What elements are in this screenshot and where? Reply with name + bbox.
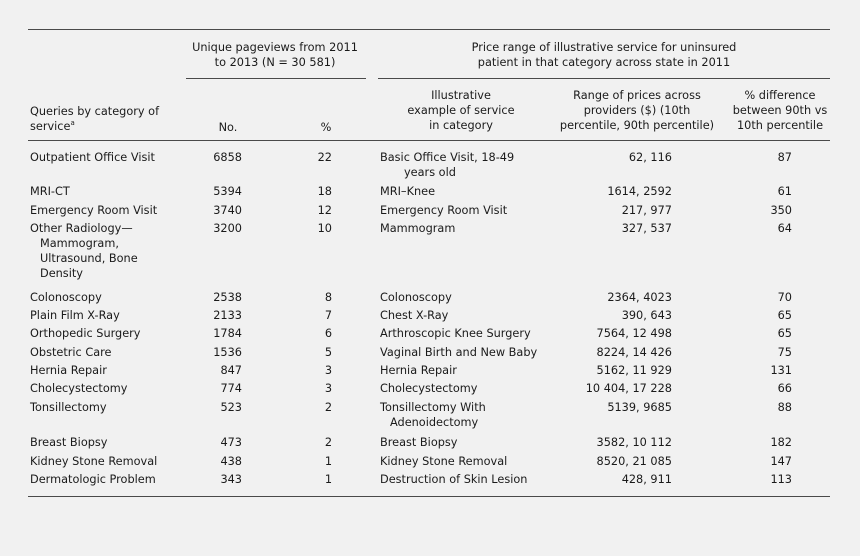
cell-pct: 3: [324, 382, 332, 395]
cell-diff: 350: [770, 204, 792, 217]
cell-example: Chest X-Ray: [380, 309, 449, 322]
cell-range: 5139, 9685: [607, 401, 672, 414]
cell-range: 1614, 2592: [607, 185, 672, 198]
cell-diff: 87: [777, 151, 792, 164]
cell-diff: 66: [777, 382, 792, 395]
cell-query: Orthopedic Surgery: [30, 327, 141, 340]
cell-range: 3582, 10 112: [596, 436, 672, 449]
cell-query: Tonsillectomy: [30, 401, 107, 414]
cell-example: Vaginal Birth and New Baby: [380, 346, 538, 359]
cell-pct: 5: [324, 346, 332, 359]
cell-range: 217, 977: [621, 204, 672, 217]
cell-example: MRI–Knee: [380, 185, 436, 198]
group-rule-price: [378, 78, 830, 79]
col-header-range: Range of prices across providers ($) (10th percentile, 90th percentile): [559, 89, 715, 132]
cell-diff: 147: [770, 455, 792, 468]
cell-query: Emergency Room Visit: [30, 204, 158, 217]
cell-query: Colonoscopy: [30, 291, 102, 304]
cell-diff: 131: [770, 364, 792, 377]
cell-diff: 65: [777, 327, 792, 340]
cell-example: Cholecystectomy: [380, 382, 478, 395]
cell-pct: 10: [317, 222, 332, 235]
cell-range: 7564, 12 498: [596, 327, 672, 340]
cell-no: 523: [220, 401, 242, 414]
bottom-rule: [28, 496, 830, 497]
cell-range: 390, 643: [621, 309, 672, 322]
cell-diff: 75: [777, 346, 792, 359]
cell-range: 8520, 21 085: [596, 455, 672, 468]
cell-pct: 18: [317, 185, 332, 198]
cell-example: Emergency Room Visit: [380, 204, 508, 217]
cell-example: Tonsillectomy With Adenoidectomy: [380, 401, 486, 429]
cell-example: Arthroscopic Knee Surgery: [380, 327, 531, 340]
cell-range: 5162, 11 929: [596, 364, 672, 377]
cell-example: Mammogram: [380, 222, 456, 235]
cell-no: 6858: [213, 151, 242, 164]
cell-no: 1536: [213, 346, 242, 359]
col-header-no: No.: [218, 121, 238, 134]
cell-diff: 113: [770, 473, 792, 486]
cell-pct: 22: [317, 151, 332, 164]
cell-no: 774: [220, 382, 242, 395]
cell-no: 473: [220, 436, 242, 449]
group-header-pageviews: Unique pageviews from 2011 to 2013 (N = 30 581): [192, 41, 358, 69]
cell-diff: 61: [777, 185, 792, 198]
cell-diff: 70: [777, 291, 792, 304]
col-header-pct: %: [320, 121, 332, 134]
cell-query: Outpatient Office Visit: [30, 151, 155, 164]
cell-query: Dermatologic Problem: [30, 473, 156, 486]
cell-range: 10 404, 17 228: [585, 382, 672, 395]
cell-pct: 12: [317, 204, 332, 217]
cell-pct: 2: [324, 436, 332, 449]
cell-pct: 1: [324, 455, 332, 468]
cell-example: Hernia Repair: [380, 364, 457, 377]
cell-no: 3200: [213, 222, 242, 235]
cell-range: 8224, 14 426: [596, 346, 672, 359]
cell-query: Plain Film X-Ray: [30, 309, 120, 322]
cell-example: Basic Office Visit, 18-49 years old: [380, 151, 515, 179]
cell-range: 62, 116: [628, 151, 672, 164]
cell-pct: 6: [324, 327, 332, 340]
cell-pct: 3: [324, 364, 332, 377]
cell-query: Obstetric Care: [30, 346, 112, 359]
cell-no: 343: [220, 473, 242, 486]
cell-pct: 8: [324, 291, 332, 304]
cell-query: Other Radiology— Mammogram, Ultrasound, Bone Density: [30, 222, 138, 280]
top-rule: [28, 29, 830, 30]
cell-query: Breast Biopsy: [30, 436, 108, 449]
cell-pct: 1: [324, 473, 332, 486]
col-header-example: Illustrative example of service in category: [407, 89, 515, 132]
cell-no: 438: [220, 455, 242, 468]
cell-diff: 65: [777, 309, 792, 322]
cell-query: Kidney Stone Removal: [30, 455, 158, 468]
cell-diff: 64: [777, 222, 792, 235]
cell-example: Destruction of Skin Lesion: [380, 473, 528, 486]
col-header-diff: % difference between 90th vs 10th percentile: [732, 89, 828, 132]
cell-pct: 7: [324, 309, 332, 322]
cell-query: Cholecystectomy: [30, 382, 128, 395]
cell-example: Breast Biopsy: [380, 436, 458, 449]
cell-example: Colonoscopy: [380, 291, 452, 304]
cell-diff: 182: [770, 436, 792, 449]
col-header-query: Queries by category of service$^a$: [30, 105, 160, 133]
group-rule-pageviews: [186, 78, 366, 79]
cell-example: Kidney Stone Removal: [380, 455, 508, 468]
group-header-price: Price range of illustrative service for uninsured patient in that category across state in 2011: [471, 41, 737, 69]
cell-range: 428, 911: [621, 473, 672, 486]
cell-query: Hernia Repair: [30, 364, 107, 377]
cell-no: 2538: [213, 291, 242, 304]
cell-pct: 2: [324, 401, 332, 414]
header-rule: [28, 140, 830, 141]
cell-no: 1784: [213, 327, 242, 340]
cell-no: 5394: [213, 185, 242, 198]
cell-diff: 88: [777, 401, 792, 414]
cell-range: 2364, 4023: [607, 291, 672, 304]
cell-range: 327, 537: [621, 222, 672, 235]
cell-no: 2133: [213, 309, 242, 322]
cell-query: MRI-CT: [30, 185, 70, 198]
cell-no: 3740: [213, 204, 242, 217]
cell-no: 847: [220, 364, 242, 377]
